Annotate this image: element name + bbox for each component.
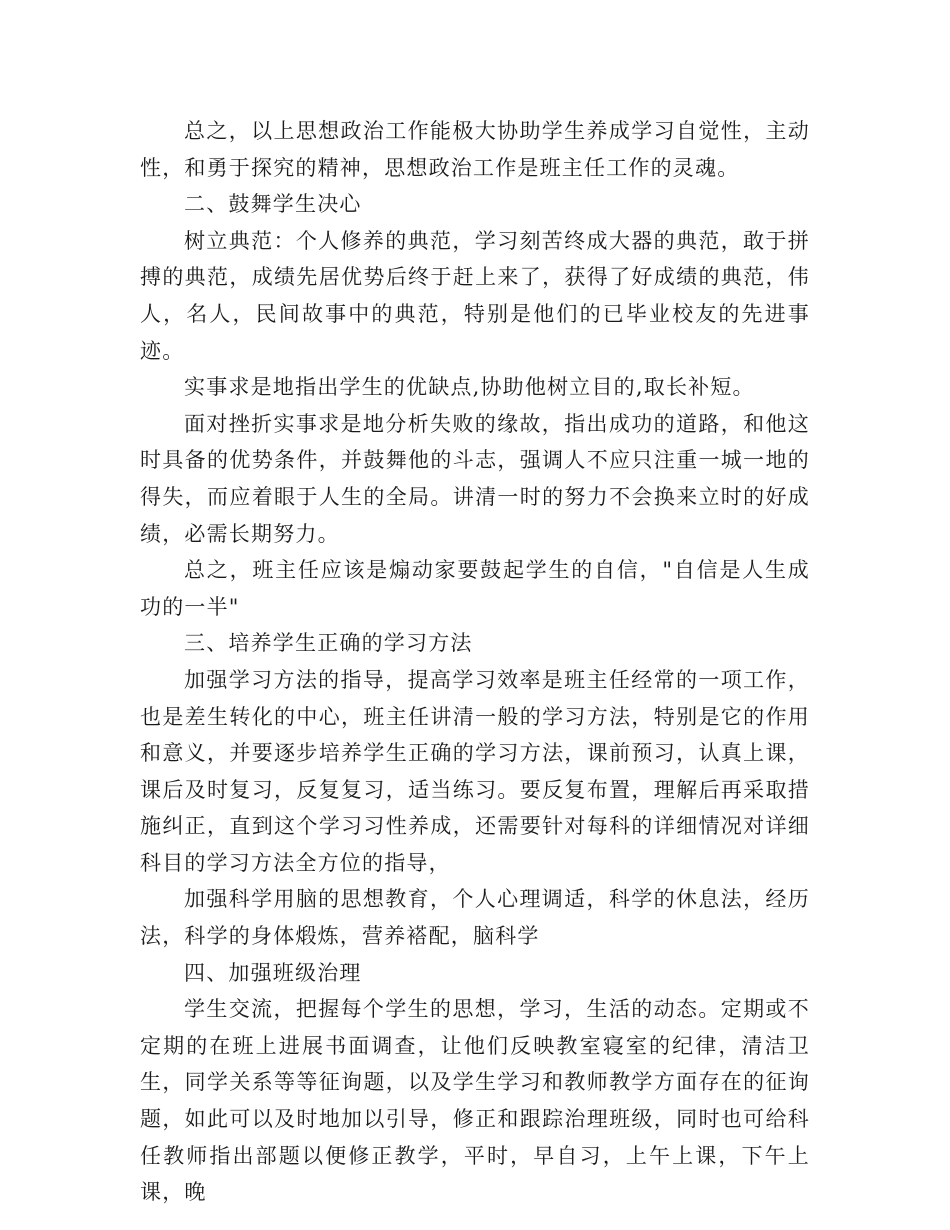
paragraph-summary-political-work: 总之，以上思想政治工作能极大协助学生养成学习自觉性，主动性，和勇于探究的精神，思想政治工作是班主任工作的灵魂。 bbox=[140, 119, 810, 180]
paragraph-facing-setbacks: 面对挫折实事求是地分析失败的缘故，指出成功的道路，和他这时具备的优势条件，并鼓舞他的斗志，强调人不应只注重一城一地的得失，而应着眼于人生的全局。讲清一时的努力不会换来立时的好成绩，必需长期努力。 bbox=[140, 411, 810, 546]
paragraph-strengths-weaknesses: 实事求是地指出学生的优缺点,协助他树立目的,取长补短。 bbox=[184, 375, 755, 400]
paragraph-role-models: 树立典范：个人修养的典范，学习刻苦终成大器的典范，敢于拼搏的典范，成绩先居优势后终于赶上来了，获得了好成绩的典范，伟人，名人，民间故事中的典范，特别是他们的已毕业校友的先进事迹。 bbox=[140, 228, 810, 363]
paragraph-study-methods: 加强学习方法的指导，提高学习效率是班主任经常的一项工作，也是差生转化的中心，班主任讲清一般的学习方法，特别是它的作用和意义，并要逐步培养学生正确的学习方法，课前预习，认真上课，课后及时复习，反复复习，适当练习。要反复布置，理解后再采取措施纠正，直到这个学习习性养成，还需要针对每科的详细情况对详细科目的学习方法全方位的指导， bbox=[140, 667, 810, 875]
section-heading-4: 四、加强班级治理 bbox=[184, 960, 362, 985]
document-body bbox=[140, 113, 810, 1211]
paragraph-class-management: 学生交流，把握每个学生的思想，学习，生活的动态。定期或不定期的在班上进展书面调查，让他们反映教室寝室的纪律，清洁卫生，同学关系等等征询题，以及学生学习和教师教学方面存在的征询题，如此可以及时地加以引导，修正和跟踪治理班级，同时也可给科任教师指出部题以便修正教学，平时，早自习，上午上课，下午上课，晚 bbox=[140, 997, 810, 1205]
section-heading-2: 二、鼓舞学生决心 bbox=[184, 192, 362, 217]
paragraph-brain-science: 加强科学用脑的思想教育，个人心理调适，科学的休息法，经历法，科学的身体煅炼，营养褡配，脑科学 bbox=[140, 887, 810, 949]
section-heading-3: 三、培养学生正确的学习方法 bbox=[184, 631, 473, 656]
paragraph-confidence: 总之，班主任应该是煽动家要鼓起学生的自信，"自信是人生成功的一半" bbox=[140, 558, 810, 619]
